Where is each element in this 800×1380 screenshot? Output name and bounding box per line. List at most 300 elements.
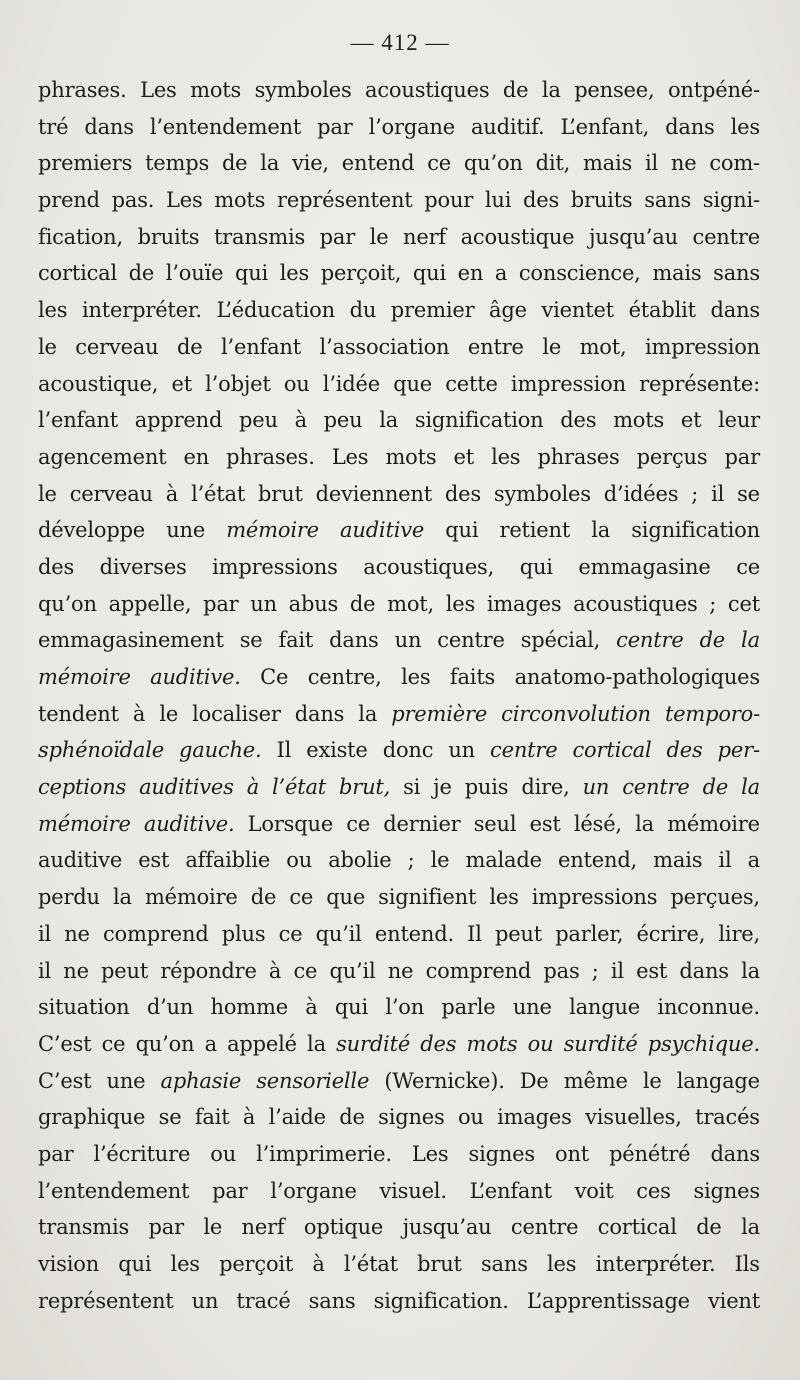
word: a bbox=[494, 261, 508, 286]
word: qui bbox=[412, 261, 446, 286]
word: leur bbox=[718, 408, 760, 433]
word: à bbox=[132, 701, 146, 726]
word: ce bbox=[101, 1031, 126, 1056]
word: je bbox=[433, 775, 452, 800]
word: mais bbox=[653, 848, 703, 873]
word: pensee, bbox=[574, 78, 655, 102]
text-line bbox=[38, 879, 760, 916]
word: cortical bbox=[597, 1215, 677, 1240]
word: L’éducation bbox=[216, 298, 335, 323]
word: qu’on bbox=[463, 151, 523, 176]
word: et bbox=[680, 408, 702, 433]
word: les bbox=[401, 665, 431, 689]
word: images bbox=[497, 1105, 572, 1130]
word: tendent bbox=[38, 701, 119, 726]
word: les bbox=[279, 261, 310, 286]
word: la bbox=[591, 518, 611, 543]
word: anatomo-pathologiques bbox=[514, 665, 760, 689]
word: sensorielle bbox=[256, 1068, 370, 1093]
text-line bbox=[38, 1063, 760, 1100]
word: la bbox=[260, 151, 280, 176]
word: Lorsque bbox=[247, 811, 334, 836]
word: des bbox=[420, 1031, 457, 1056]
word: de bbox=[702, 775, 729, 800]
word: les bbox=[491, 444, 521, 469]
word: acoustiques, bbox=[363, 554, 495, 579]
word: bruits bbox=[570, 188, 633, 213]
word: nerf bbox=[241, 1215, 285, 1240]
word: surdité bbox=[336, 1031, 411, 1056]
word: graphique bbox=[38, 1105, 146, 1130]
word: qui bbox=[519, 554, 553, 579]
text-line bbox=[38, 402, 760, 439]
word: vision bbox=[38, 1252, 100, 1276]
word: l’organe bbox=[270, 1178, 357, 1203]
word: la bbox=[635, 811, 654, 836]
word: par bbox=[212, 1178, 248, 1203]
word: fication, bbox=[38, 224, 123, 249]
word: sans bbox=[308, 1288, 356, 1313]
word: acoustiques bbox=[573, 591, 698, 616]
text-line bbox=[38, 1099, 760, 1136]
word: entend bbox=[341, 151, 415, 176]
word: brut bbox=[258, 481, 303, 506]
word: il bbox=[718, 848, 732, 873]
word: représente: bbox=[639, 371, 760, 396]
word: la bbox=[379, 408, 399, 433]
word: perdu bbox=[38, 885, 100, 910]
word: ce bbox=[293, 958, 318, 983]
word: emmagasine bbox=[578, 554, 711, 579]
word: affaiblie bbox=[185, 848, 271, 873]
word: l’idée bbox=[322, 371, 381, 396]
word: abolie bbox=[328, 848, 392, 873]
text-line bbox=[38, 72, 760, 109]
word: visuel. bbox=[379, 1178, 447, 1203]
word: en bbox=[183, 444, 210, 469]
word: de bbox=[128, 261, 155, 286]
text-line bbox=[38, 659, 760, 696]
word: l’association bbox=[319, 334, 450, 359]
word: signi- bbox=[702, 188, 760, 213]
text-line bbox=[38, 109, 760, 146]
word: agencement bbox=[38, 444, 167, 469]
word: le bbox=[430, 848, 450, 873]
word: la bbox=[741, 775, 760, 800]
word: il bbox=[610, 958, 624, 983]
word: le bbox=[159, 701, 179, 726]
word: mots bbox=[385, 444, 437, 469]
word: mots bbox=[466, 1031, 518, 1056]
word: l’entendement bbox=[38, 1178, 190, 1203]
word: une bbox=[166, 518, 206, 543]
word: voit bbox=[574, 1178, 614, 1203]
word: sans bbox=[480, 1252, 528, 1276]
word: un bbox=[394, 628, 422, 653]
text-line bbox=[38, 1246, 760, 1283]
word: mémoire bbox=[667, 811, 760, 836]
word: centre bbox=[490, 738, 558, 763]
word: cet bbox=[727, 591, 760, 616]
word: tré bbox=[38, 114, 69, 139]
word: de bbox=[221, 151, 248, 176]
word: ou bbox=[286, 848, 313, 873]
word: et bbox=[453, 444, 474, 469]
word: a bbox=[204, 1031, 217, 1056]
word: se bbox=[239, 628, 263, 653]
word: cette bbox=[445, 371, 498, 396]
word: L’enfant bbox=[469, 1178, 552, 1203]
word: qu’il bbox=[315, 921, 362, 946]
word: per- bbox=[717, 738, 760, 763]
word: acoustique, bbox=[38, 371, 159, 396]
word: tracés bbox=[695, 1105, 760, 1130]
word: Ils bbox=[734, 1252, 760, 1276]
word: comprend bbox=[102, 921, 209, 946]
word: l’état bbox=[343, 1252, 398, 1276]
word: tracé bbox=[236, 1288, 291, 1313]
word: vient bbox=[708, 1288, 760, 1313]
word: inconnue. bbox=[657, 995, 760, 1020]
word: une bbox=[512, 995, 552, 1020]
word: sphénoïdale bbox=[38, 738, 164, 763]
word: plus bbox=[221, 921, 266, 946]
word: donc bbox=[382, 738, 434, 763]
word: un bbox=[250, 591, 277, 616]
word: L’apprentissage bbox=[526, 1288, 690, 1313]
word: prend bbox=[38, 188, 100, 213]
word: auditives bbox=[139, 775, 234, 800]
word: jusqu’au bbox=[402, 1215, 492, 1240]
word: qui bbox=[118, 1252, 152, 1276]
word: signification. bbox=[373, 1288, 509, 1313]
word: impressions bbox=[531, 885, 658, 910]
word: à bbox=[242, 1105, 256, 1130]
word: par bbox=[317, 114, 353, 139]
word: ; bbox=[691, 481, 699, 506]
word: l’aide bbox=[268, 1105, 326, 1130]
word: que bbox=[393, 371, 433, 396]
word: les bbox=[38, 298, 68, 323]
word: C’est bbox=[38, 1068, 92, 1093]
word: signes bbox=[378, 1105, 445, 1130]
word: entend. bbox=[374, 921, 454, 946]
word: représentent bbox=[277, 188, 413, 213]
word: faits bbox=[449, 665, 496, 689]
word: parler, bbox=[555, 921, 624, 946]
word: et bbox=[171, 371, 192, 396]
word: par bbox=[203, 591, 239, 616]
word: il bbox=[644, 151, 659, 176]
word: les bbox=[489, 885, 519, 910]
word: des bbox=[560, 408, 597, 433]
word: dans bbox=[294, 701, 345, 726]
word: dernier bbox=[383, 811, 461, 836]
word: mot, bbox=[579, 334, 627, 359]
word: dans bbox=[84, 114, 134, 139]
word: centre bbox=[692, 224, 760, 249]
word: ; bbox=[591, 958, 599, 983]
text-line bbox=[38, 916, 760, 953]
word: existe bbox=[306, 738, 368, 763]
word: l’état bbox=[191, 481, 246, 506]
word: psychique. bbox=[647, 1031, 760, 1056]
word: auditif. bbox=[470, 114, 545, 139]
word: ce bbox=[289, 885, 314, 910]
word: qu’il bbox=[329, 958, 376, 983]
word: abus bbox=[288, 591, 339, 616]
word: surdité bbox=[563, 1031, 638, 1056]
word: brut bbox=[417, 1252, 462, 1276]
text-line bbox=[38, 806, 760, 843]
word: ont bbox=[555, 1141, 590, 1166]
word: la bbox=[113, 885, 132, 910]
word: est bbox=[529, 811, 561, 836]
word: ou bbox=[527, 1031, 554, 1056]
word: de bbox=[250, 885, 277, 910]
text-line bbox=[38, 769, 760, 806]
word: Les bbox=[411, 1141, 449, 1166]
word: interpréter. bbox=[595, 1252, 716, 1276]
word: dans bbox=[710, 1141, 760, 1166]
word: la bbox=[307, 1031, 326, 1056]
word: dans bbox=[679, 958, 729, 983]
word: à bbox=[305, 995, 318, 1020]
word: images bbox=[486, 591, 562, 616]
text-line bbox=[38, 989, 760, 1026]
word: l’enfant bbox=[38, 408, 119, 433]
word: par bbox=[319, 224, 356, 249]
word: des bbox=[666, 738, 703, 763]
word: de bbox=[502, 78, 529, 102]
word: si bbox=[403, 775, 421, 800]
word: diverses bbox=[99, 554, 187, 579]
text-line bbox=[38, 1136, 760, 1173]
word: cortical bbox=[572, 738, 652, 763]
word: lire, bbox=[718, 921, 760, 946]
word: appelle, bbox=[108, 591, 192, 616]
word: il bbox=[38, 921, 52, 946]
word: même bbox=[563, 1068, 628, 1093]
word: phrases. bbox=[38, 78, 127, 102]
word: l’écriture bbox=[93, 1141, 191, 1166]
text-line bbox=[38, 1209, 760, 1246]
word: à bbox=[312, 1252, 325, 1276]
word: phrases. bbox=[226, 444, 315, 469]
word: il bbox=[38, 958, 52, 983]
word: Les bbox=[165, 188, 203, 213]
text-line bbox=[38, 476, 760, 513]
word: pénétré bbox=[609, 1141, 691, 1166]
word: apprend bbox=[134, 408, 223, 433]
word: De bbox=[519, 1068, 549, 1093]
word: du bbox=[349, 298, 377, 323]
word: le bbox=[369, 224, 389, 249]
word: nerf bbox=[403, 224, 446, 249]
word: Il bbox=[276, 738, 292, 763]
word: homme bbox=[210, 995, 288, 1020]
word: mémoire bbox=[38, 665, 131, 689]
word: perçoit bbox=[219, 1252, 294, 1276]
word: de bbox=[339, 1105, 365, 1130]
word: puis bbox=[464, 775, 509, 800]
word: les bbox=[170, 1252, 200, 1276]
text-line bbox=[38, 219, 760, 256]
word: sans bbox=[644, 188, 692, 213]
word: cerveau bbox=[75, 334, 159, 359]
word: symboles bbox=[254, 78, 352, 102]
word: centre bbox=[616, 628, 684, 653]
word: dans bbox=[665, 114, 715, 139]
word: deviennent bbox=[315, 481, 432, 506]
word: auditive. bbox=[150, 665, 241, 689]
word: ou bbox=[210, 1141, 237, 1166]
word: qui bbox=[334, 995, 368, 1020]
word: à bbox=[294, 408, 307, 433]
text-line bbox=[38, 953, 760, 990]
word: impression bbox=[510, 371, 626, 396]
word: interpréter. bbox=[81, 298, 202, 323]
word: brut, bbox=[339, 775, 391, 800]
word: temporo- bbox=[664, 701, 760, 726]
word: appelé bbox=[227, 1031, 297, 1056]
word: entend, bbox=[557, 848, 638, 873]
word: signes bbox=[468, 1141, 535, 1166]
word: gauche. bbox=[179, 738, 262, 763]
word: est bbox=[138, 848, 170, 873]
word: auditive. bbox=[143, 811, 235, 836]
word: cerveau bbox=[69, 481, 153, 506]
word: comprend bbox=[425, 958, 532, 983]
word: la bbox=[741, 958, 760, 983]
word: signifient bbox=[378, 885, 477, 910]
word: se bbox=[737, 481, 760, 506]
word: transmis bbox=[213, 224, 306, 249]
word: la bbox=[541, 78, 561, 102]
word: dit, bbox=[535, 151, 571, 176]
word: acoustiques bbox=[365, 78, 490, 102]
word: pas. bbox=[111, 188, 155, 213]
word: l’on bbox=[385, 995, 425, 1020]
word: pour bbox=[424, 188, 474, 213]
word: des bbox=[444, 481, 481, 506]
word: lui bbox=[484, 188, 512, 213]
word: ou bbox=[283, 371, 310, 396]
word: bruits bbox=[137, 224, 200, 249]
word: les bbox=[730, 114, 760, 139]
word: ce bbox=[346, 811, 371, 836]
word: transmis bbox=[38, 1215, 130, 1240]
word: le bbox=[203, 1215, 223, 1240]
word: peut bbox=[101, 958, 149, 983]
word: ne bbox=[670, 151, 697, 176]
word: vientet bbox=[541, 298, 614, 323]
word: en bbox=[457, 261, 484, 286]
word: l’état bbox=[272, 775, 327, 800]
word: première bbox=[391, 701, 488, 726]
word: à bbox=[165, 481, 179, 506]
word: entre bbox=[467, 334, 524, 359]
word: l’imprimerie. bbox=[256, 1141, 392, 1166]
word: centre bbox=[437, 628, 505, 653]
text-line bbox=[38, 145, 760, 182]
word: perçues, bbox=[670, 885, 760, 910]
text-line bbox=[38, 622, 760, 659]
word: par bbox=[38, 1141, 74, 1166]
word: est bbox=[636, 958, 668, 983]
text-line bbox=[38, 439, 760, 476]
text-line bbox=[38, 329, 760, 366]
text-line bbox=[38, 292, 760, 329]
word: l’objet bbox=[205, 371, 271, 396]
word: des bbox=[38, 554, 75, 579]
page-number: — 412 — bbox=[350, 30, 450, 55]
word: optique bbox=[303, 1215, 384, 1240]
text-line bbox=[38, 512, 760, 549]
word: ces bbox=[636, 1178, 671, 1203]
word: (Wernicke). bbox=[384, 1068, 505, 1093]
word: de bbox=[349, 591, 376, 616]
word: qui bbox=[445, 518, 479, 543]
word: mémoire bbox=[38, 811, 131, 836]
word: le bbox=[542, 334, 562, 359]
word: représentent bbox=[38, 1288, 174, 1313]
word: ontpéné- bbox=[667, 78, 760, 102]
word: fait bbox=[278, 628, 314, 653]
word: il bbox=[711, 481, 725, 506]
word: mémoire bbox=[226, 518, 319, 543]
word: signification bbox=[414, 408, 544, 433]
text-line bbox=[38, 182, 760, 219]
word: le bbox=[38, 334, 57, 359]
word: l’ouïe bbox=[165, 261, 224, 286]
word: l’entendement bbox=[149, 114, 302, 139]
word: spécial, bbox=[520, 628, 601, 653]
word: à bbox=[246, 775, 260, 800]
word: la bbox=[741, 1215, 760, 1240]
text-line bbox=[38, 732, 760, 769]
word: C’est bbox=[38, 1031, 92, 1056]
word: de bbox=[176, 334, 203, 359]
word: emmagasinement bbox=[38, 628, 224, 653]
word: lésé, bbox=[573, 811, 622, 836]
word: Les bbox=[331, 444, 369, 469]
word: qu’on bbox=[38, 591, 97, 616]
word: Il bbox=[467, 921, 482, 946]
word: centre bbox=[622, 775, 690, 800]
word: Les bbox=[140, 78, 177, 102]
word: ce bbox=[427, 151, 452, 176]
word: premier bbox=[390, 298, 475, 323]
word: Ce bbox=[260, 665, 289, 689]
word: établit bbox=[628, 298, 696, 323]
word: visuelles, bbox=[585, 1105, 682, 1130]
word: ne bbox=[63, 958, 89, 983]
word: symboles bbox=[493, 481, 591, 506]
word: mémoire bbox=[144, 885, 238, 910]
word: les bbox=[547, 1252, 577, 1276]
word: jusqu’au bbox=[589, 224, 678, 249]
text-line bbox=[38, 586, 760, 623]
word: l’enfant bbox=[221, 334, 302, 359]
word: à bbox=[268, 958, 282, 983]
word: peut bbox=[494, 921, 542, 946]
word: conscience, bbox=[518, 261, 641, 286]
word: mais bbox=[652, 261, 702, 286]
word: le bbox=[38, 481, 57, 506]
word: langage bbox=[676, 1068, 760, 1093]
word: ce bbox=[736, 554, 760, 579]
